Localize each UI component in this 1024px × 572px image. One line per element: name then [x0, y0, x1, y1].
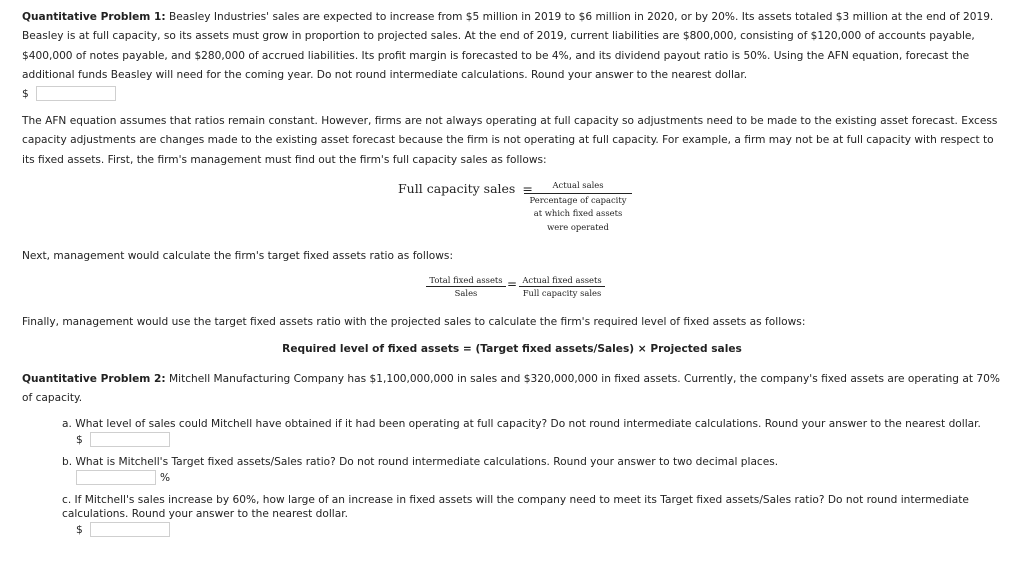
percent-sign: % — [160, 471, 171, 484]
problem-2-label: Quantitative Problem 2: — [22, 373, 166, 385]
fraction-denominator-1: Percentage of capacity — [529, 194, 627, 205]
afn-answer-input[interactable] — [36, 86, 116, 101]
dollar-sign: $ — [22, 87, 29, 100]
question-a-text: a. What level of sales could Mitchell have obtained if it had been operating at full capacity? Do not round intermediate calculations. Round your answer to the nearest dollar. — [62, 418, 981, 430]
next-paragraph: Next, management would calculate the firm's target fixed assets ratio as follows: — [22, 250, 454, 262]
full-capacity-sales-input[interactable] — [90, 432, 170, 447]
problem-1-body: Beasley Industries' sales are expected to increase from $5 million in 2019 to $6 million in 2020, or by 20%. Its assets totaled $3 million at the end of 2019. Beasley is at full capacity, so its assets must grow in proportion to projected sales. At the end of 2019, current liabilities are $800,000, consisting of $120,000 of accounts payable, $400,000 of notes payable, and $280,000 of accrued liabilities. Its profit margin is forecasted to be 4%, and its dividend payout ratio is 50%. Using the AFN equation, forecast the additional funds Beasley will need for the coming year. Do not round intermediate calculations. Round your answer to the nearest dollar. — [22, 11, 994, 82]
formula-full-capacity-lhs: Full capacity sales = — [398, 181, 533, 196]
problem-2-text — [22, 370, 1006, 409]
formula-target-left: Total fixed assets Sales — [426, 274, 506, 299]
question-b-answer — [76, 470, 174, 485]
question-c-text: c. If Mitchell's sales increase by 60%, how large of an increase in fixed assets will the company need to meet its Target fixed assets/Sales ratio? Do not round intermediate calculations. Round your answer to the nearest dollar. — [62, 494, 969, 520]
dollar-sign: $ — [76, 523, 83, 536]
target-ratio-input[interactable] — [76, 470, 156, 485]
question-c-answer — [76, 522, 170, 537]
finally-paragraph: Finally, management would use the target fixed assets ratio with the projected sales to calculate the firm's required level of fixed assets as follows: — [22, 316, 806, 328]
formula-target-eq: = — [507, 277, 518, 291]
fraction-denominator-2: at which fixed assets — [533, 208, 623, 218]
required-fixed-assets-formula: Required level of fixed assets = (Target fixed assets/Sales) × Projected sales — [282, 343, 742, 355]
formula-full-capacity-fraction — [524, 179, 632, 234]
question-b-text: b. What is Mitchell's Target fixed assets/Sales ratio? Do not round intermediate calculations. Round your answer to two decimal places. — [62, 456, 779, 468]
fraction-numerator: Actual sales — [524, 179, 632, 194]
dollar-sign: $ — [76, 433, 83, 446]
formula-target-right: Actual fixed assets Full capacity sales — [519, 274, 605, 299]
afn-paragraph: The AFN equation assumes that ratios remain constant. However, firms are not always operating at full capacity so adjustments need to be made to the existing asset forecast. Excess capacity adjustments are changes made to the existing asset forecast because the firm is not operating at full capacity. For example, a firm may not be at full capacity with respect to its fixed assets. First, the firm's management must find out the firm's full capacity sales as follows: — [22, 115, 998, 166]
problem-1-text — [22, 8, 1006, 86]
problem-2-body: Mitchell Manufacturing Company has $1,100,000,000 in sales and $320,000,000 in fixed assets. Currently, the company's fixed assets are operating at 70% of capacity. — [22, 373, 1000, 405]
fixed-assets-increase-input[interactable] — [90, 522, 170, 537]
problem-1-label: Quantitative Problem 1: — [22, 11, 166, 23]
fraction-denominator-3: were operated — [547, 221, 609, 232]
question-a-answer — [76, 432, 170, 447]
problem-1-answer — [22, 86, 116, 101]
